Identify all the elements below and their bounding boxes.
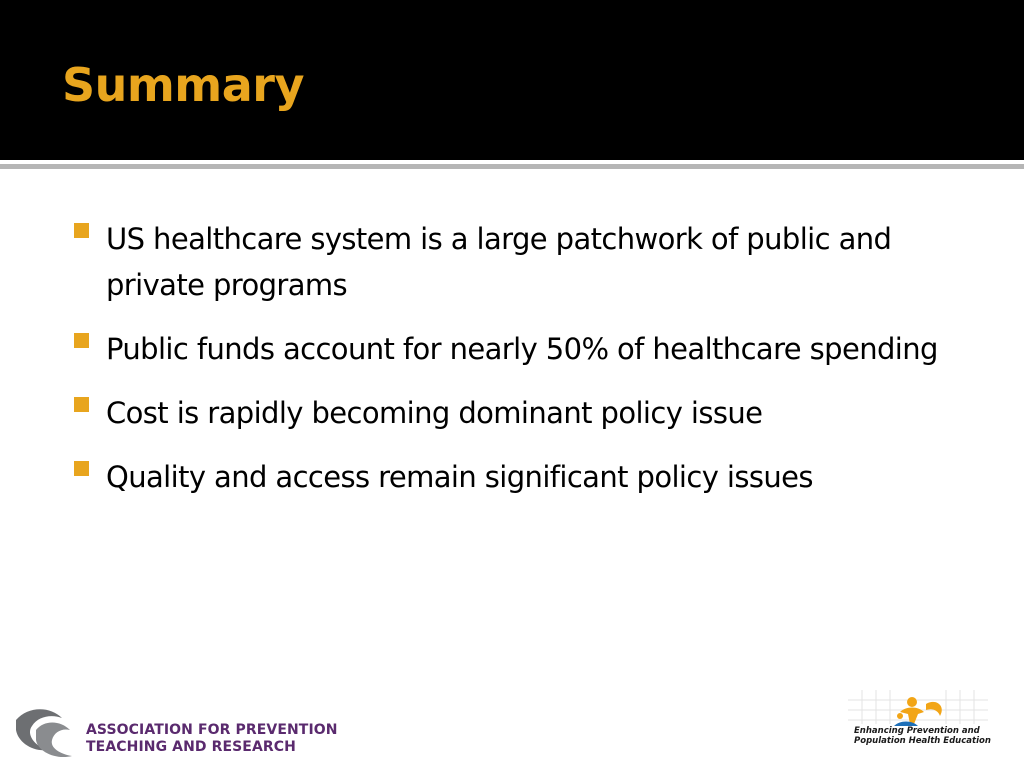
bullet-text: Cost is rapidly becoming dominant policy issue (106, 396, 763, 430)
bullet-text: Public funds account for nearly 50% of healthcare spending (106, 332, 938, 366)
square-bullet-icon (74, 461, 89, 476)
bullet-item (74, 454, 974, 500)
aptr-name-line2: TEACHING AND RESEARCH (86, 739, 296, 755)
bullet-item (74, 390, 974, 436)
bullet-item (74, 326, 974, 372)
header-divider (0, 164, 1024, 169)
bullet-text: US healthcare system is a large patchwork of public and private programs (106, 222, 892, 302)
slide-title: Summary (62, 58, 304, 112)
square-bullet-icon (74, 223, 89, 238)
square-bullet-icon (74, 397, 89, 412)
ep-tagline-line2: Population Health Education (854, 736, 991, 746)
wave-logo-icon (14, 704, 76, 760)
ep-tagline-line1: Enhancing Prevention and (854, 726, 980, 736)
bullet-item (74, 216, 974, 308)
aptr-logo (14, 704, 354, 760)
aptr-name-line1: ASSOCIATION FOR PREVENTION (86, 722, 338, 738)
square-bullet-icon (74, 333, 89, 348)
figures-logo-icon (892, 694, 948, 728)
bullet-text: Quality and access remain significant policy issues (106, 460, 813, 494)
bullet-list (74, 216, 974, 518)
ep-logo (848, 690, 991, 750)
